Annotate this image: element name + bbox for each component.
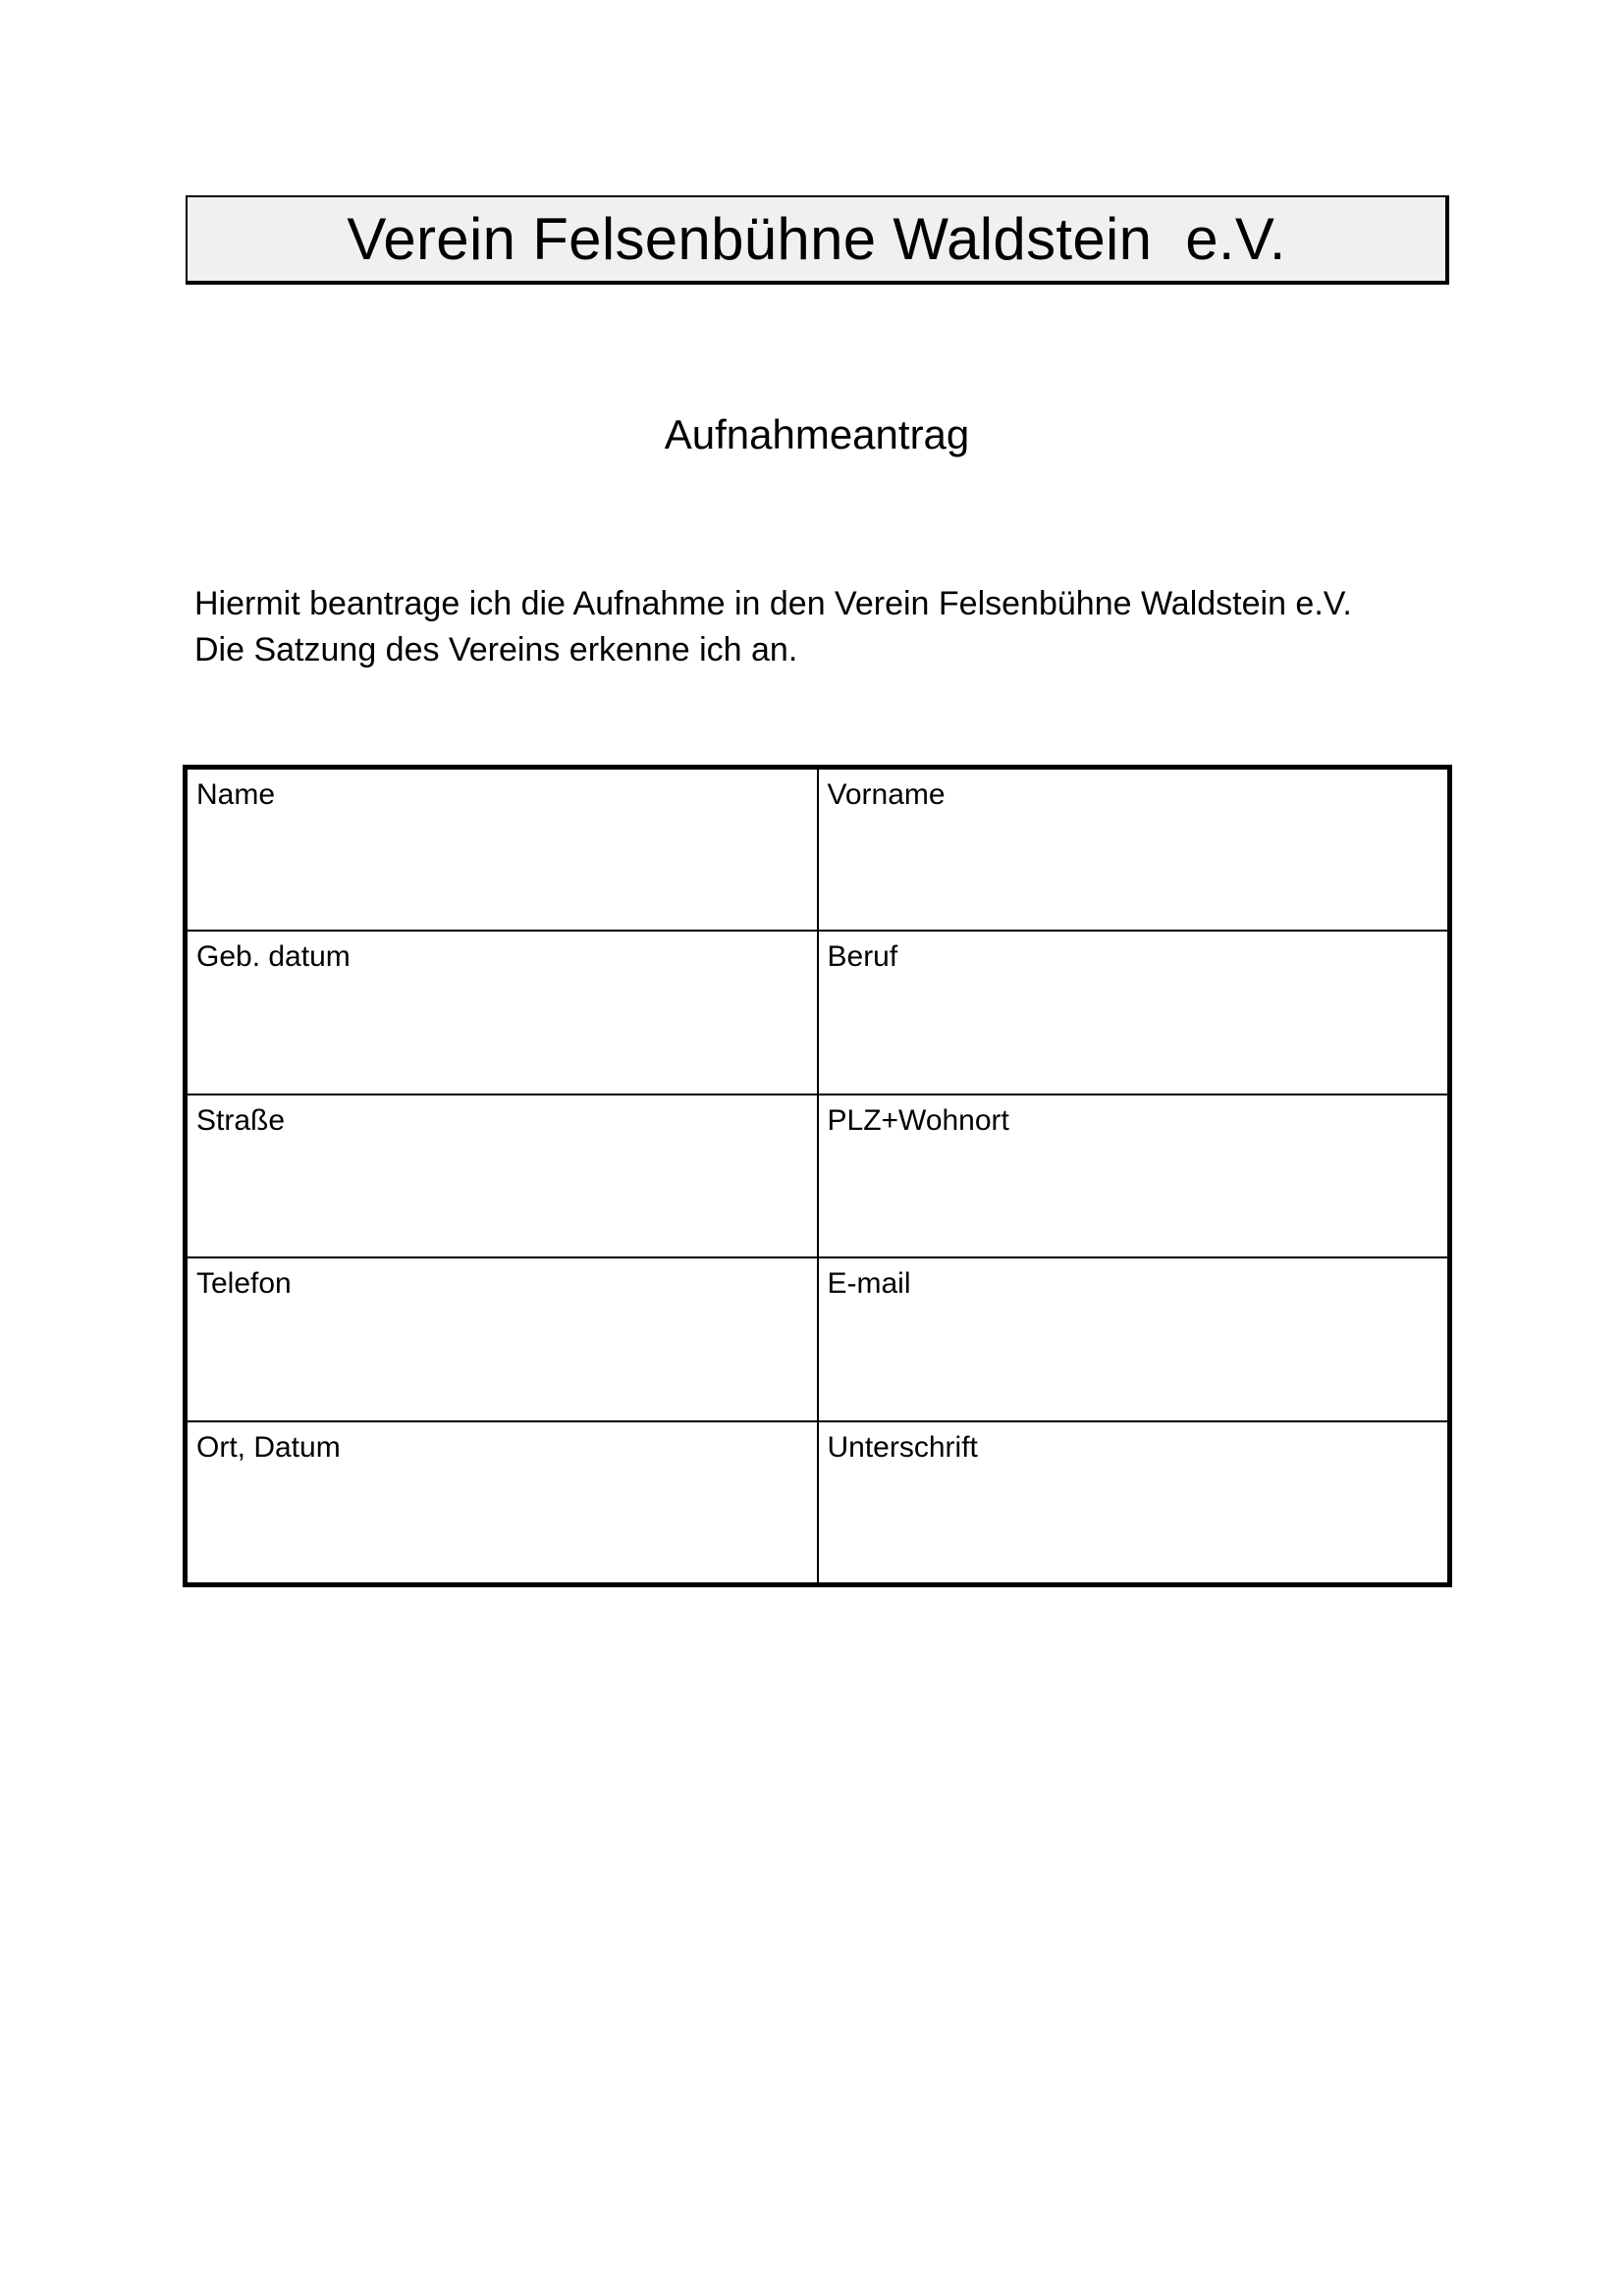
field-beruf[interactable] <box>818 931 1450 1095</box>
field-label: PLZ+Wohnort <box>827 1103 1009 1137</box>
intro-text <box>194 581 1500 673</box>
field-label: Vorname <box>827 778 946 811</box>
field-unterschrift[interactable] <box>818 1421 1450 1585</box>
field-label: Geb. datum <box>196 940 351 974</box>
field-name[interactable] <box>186 768 818 932</box>
organization-header <box>186 195 1449 285</box>
form-row <box>186 931 1450 1095</box>
field-label: Name <box>196 778 276 811</box>
field-label: Straße <box>196 1103 286 1137</box>
field-strasse[interactable] <box>186 1095 818 1258</box>
field-label: E-mail <box>827 1267 911 1301</box>
field-ort-datum[interactable] <box>186 1421 818 1585</box>
form-row <box>186 1257 1450 1421</box>
field-vorname[interactable] <box>818 768 1450 932</box>
form-row <box>186 1095 1450 1258</box>
field-label: Unterschrift <box>827 1430 978 1464</box>
organization-title: Verein Felsenbühne Waldstein e.V. <box>347 205 1286 272</box>
field-label: Ort, Datum <box>196 1430 341 1464</box>
field-label: Beruf <box>827 940 898 974</box>
form-row <box>186 1421 1450 1585</box>
field-email[interactable] <box>818 1257 1450 1421</box>
field-label: Telefon <box>196 1267 292 1301</box>
application-form-table <box>183 765 1452 1587</box>
form-title: Aufnahmeantrag <box>664 411 970 457</box>
field-telefon[interactable] <box>186 1257 818 1421</box>
intro-line-2: Die Satzung des Vereins erkenne ich an. <box>194 631 798 668</box>
field-geb-datum[interactable] <box>186 931 818 1095</box>
field-plz-wohnort[interactable] <box>818 1095 1450 1258</box>
intro-line-1: Hiermit beantrage ich die Aufnahme in den Verein Felsenbühne Waldstein e.V. <box>194 585 1352 622</box>
form-row <box>186 768 1450 932</box>
